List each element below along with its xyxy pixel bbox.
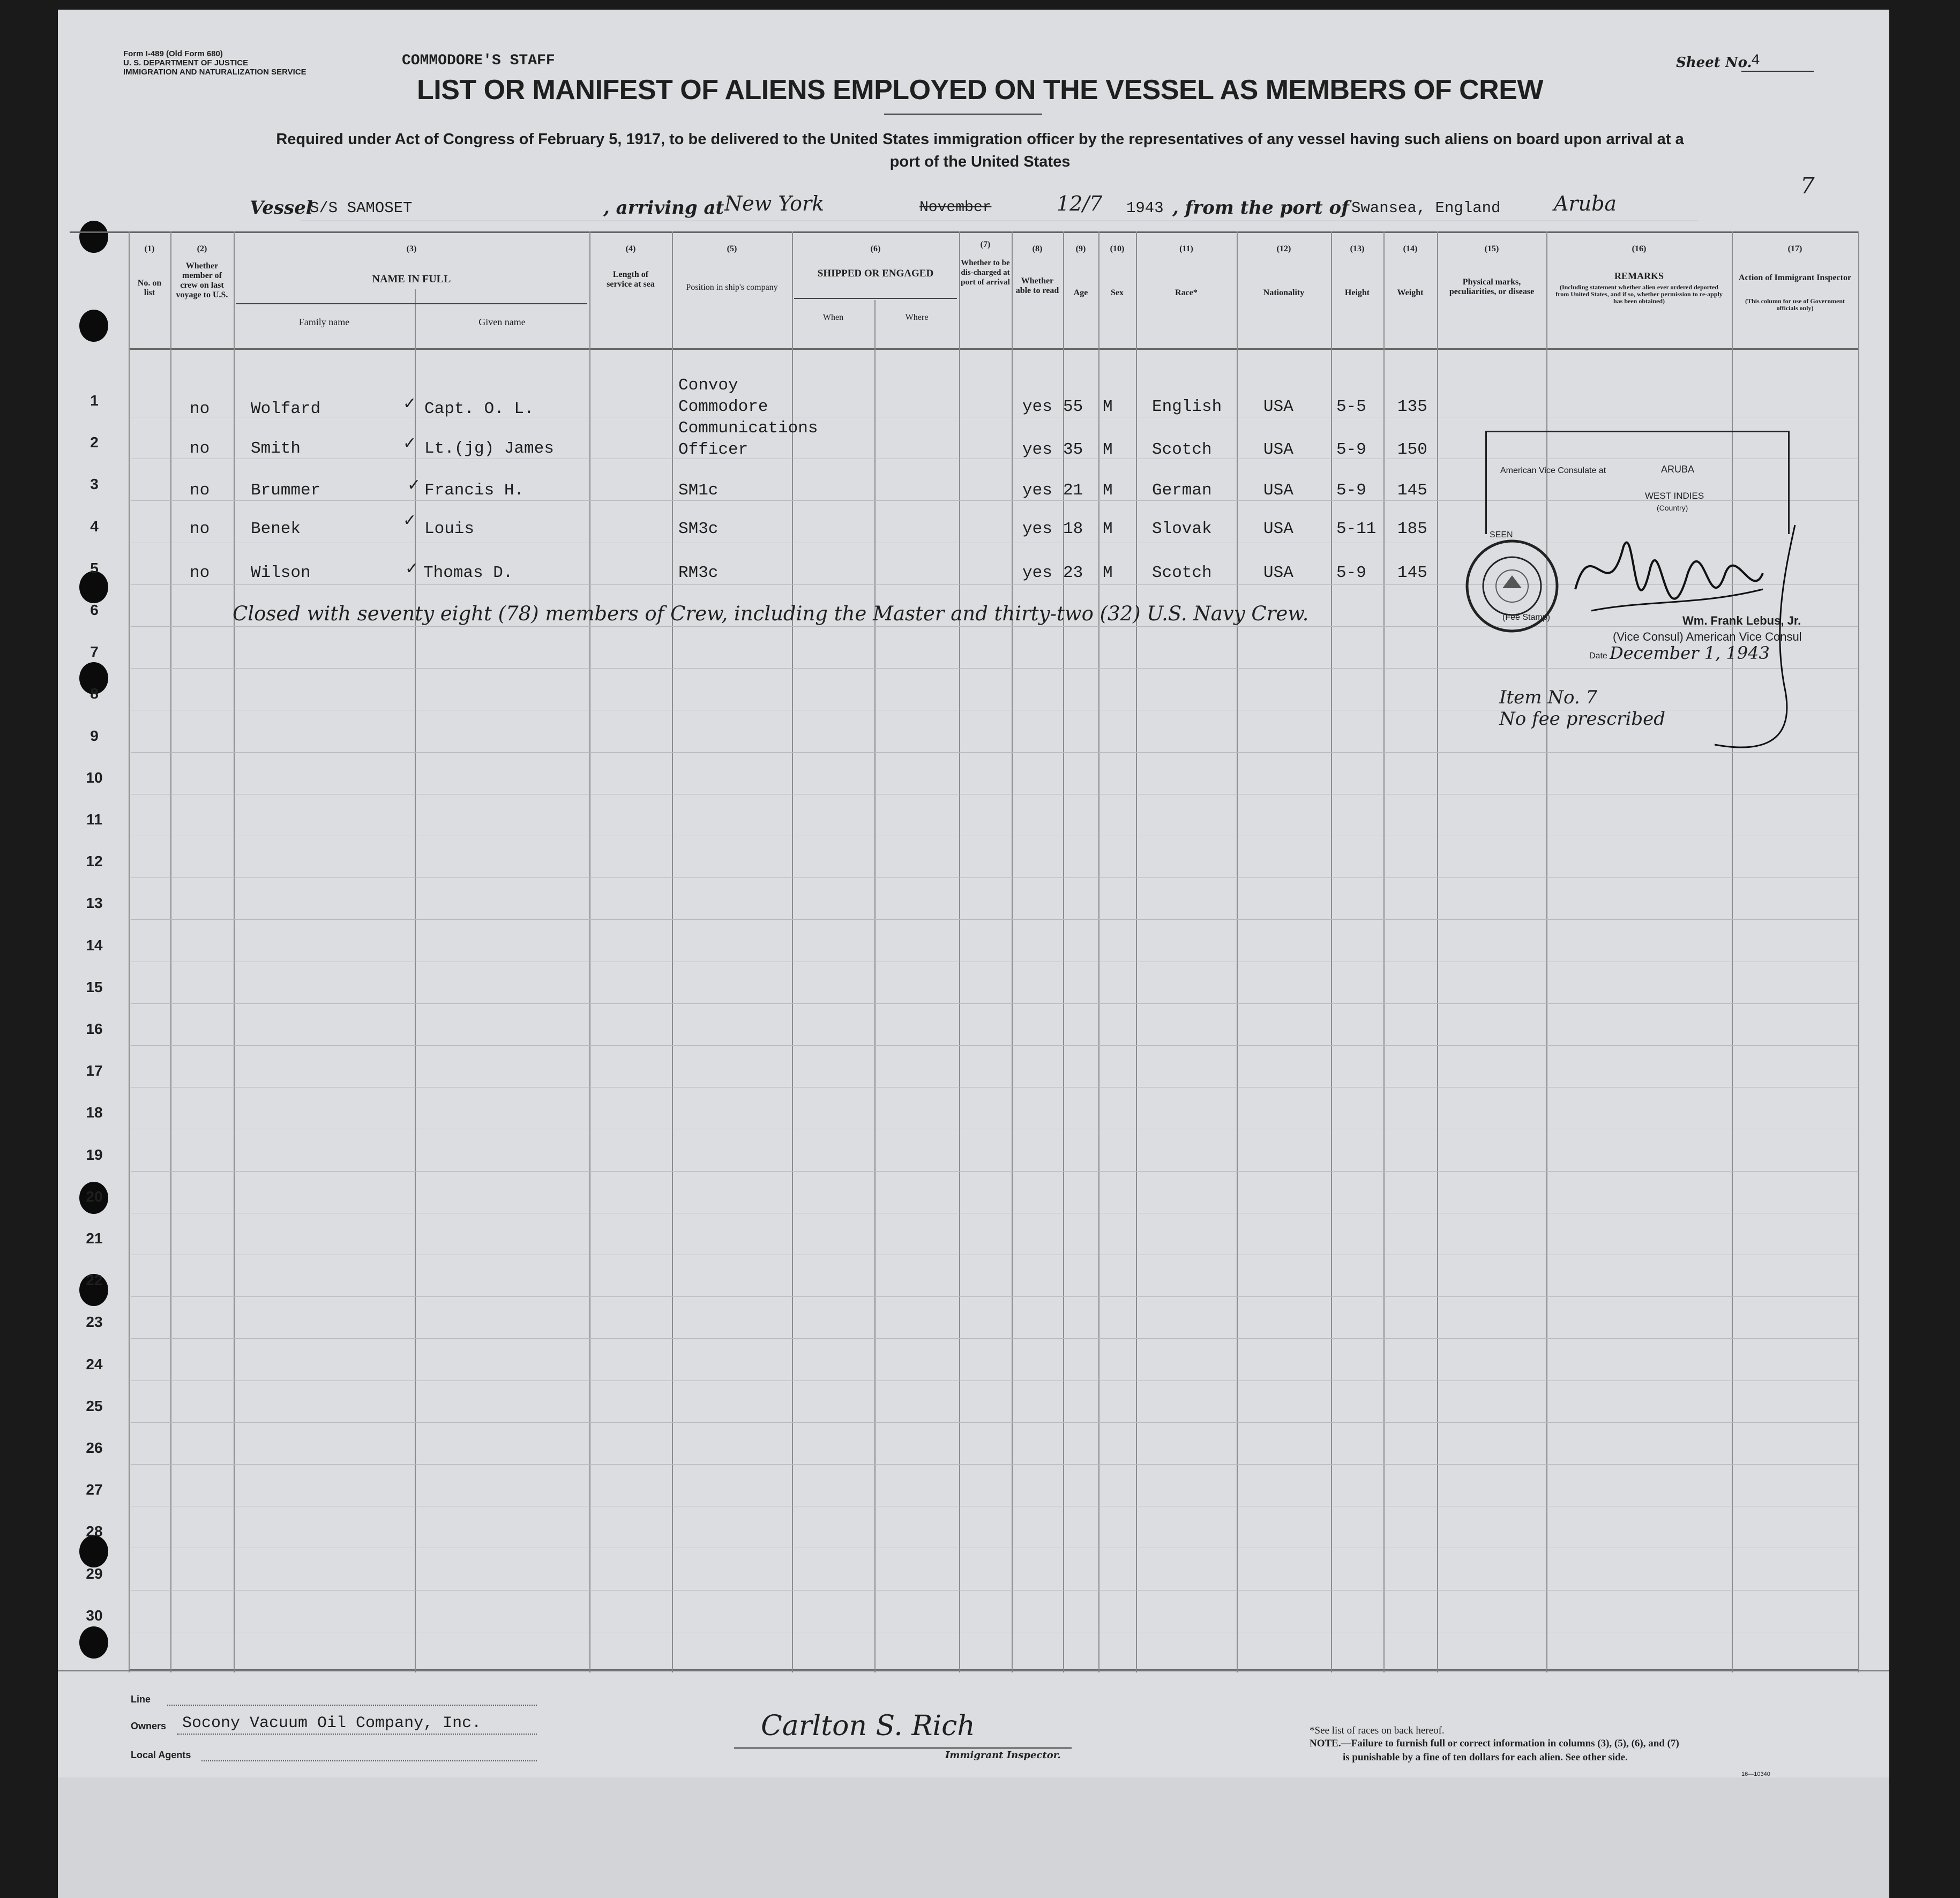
prior-voyage: no [190,400,210,418]
col-divider [1858,231,1859,1672]
staff-label: COMMODORE'S STAFF [402,52,555,69]
col-divider [1012,231,1013,1672]
col-17-subheader: (This column for use of Government officials only) [1745,297,1845,312]
weight: 185 [1397,520,1427,538]
row-rule [131,877,1858,878]
position: Officer [678,440,749,459]
weight: 145 [1397,564,1427,582]
col-10-number: (10) [1110,244,1125,253]
row-rule [131,1590,1858,1591]
family-name: Smith [251,439,301,458]
local-agents-underline [201,1760,537,1761]
col-7-header: Whether to be dis-charged at port of arrival [961,259,1010,287]
able-to-read: yes [1022,564,1052,582]
name-header-rule [236,303,587,304]
row-number: 27 [86,1481,103,1498]
row-number: 26 [86,1439,103,1456]
nationality: USA [1263,564,1293,582]
col-13-header: Height [1344,288,1370,297]
row-number: 6 [90,602,99,618]
col-4-number: (4) [625,244,636,253]
row-number: 18 [86,1104,103,1121]
fee-note-item: Item No. 7 [1499,687,1598,708]
col-12-number: (12) [1276,244,1291,253]
col-divider [1098,231,1099,1672]
col-11-number: (11) [1179,244,1193,253]
col-12-header: Nationality [1263,288,1305,297]
row-rule [131,1296,1858,1297]
arriving-label: , arriving at [603,197,724,219]
local-agents-label: Local Agents [131,1750,191,1760]
row-rule [131,1422,1858,1423]
position: SM1c [678,481,719,500]
row-number: 24 [86,1356,103,1372]
print-code: 16—10340 [1741,1771,1770,1777]
row-number: 19 [86,1146,103,1163]
punch-hole [79,310,108,342]
race: Scotch [1152,564,1212,582]
sheet-underline [1741,71,1814,72]
given-name: Capt. O. L. [424,400,534,418]
fee-note-prescribed: No fee prescribed [1499,708,1666,730]
corner-mark: 7 [1800,172,1815,199]
row-number: 3 [90,476,99,492]
nationality: USA [1263,481,1293,500]
col-6-header: SHIPPED OR ENGAGED [817,268,934,279]
age: 18 [1063,520,1083,538]
row-number: 20 [86,1188,103,1205]
row-number: 11 [86,811,102,828]
nationality: USA [1263,397,1293,416]
arrival-date: 12/7 [1057,192,1103,215]
given-name: Francis H. [424,481,525,500]
family-name: Wolfard [251,400,321,418]
col-17-header: Action of Immigrant Inspector [1738,273,1852,282]
col-divider [874,300,876,1672]
height: 5-11 [1336,520,1377,538]
consulate-seal [1464,538,1560,634]
col-6-where-header: Where [905,313,929,322]
consulate-line: American Vice Consulate at [1500,466,1606,475]
check-mark-icon: ✓ [403,434,417,453]
given-name: Louis [424,520,475,538]
row-number: 16 [86,1021,103,1037]
col-1-header: No. on list [137,279,162,297]
row-rule [131,1045,1858,1046]
row-rule [131,1338,1858,1339]
position: RM3c [678,564,719,582]
form-identifier [123,49,306,77]
age: 55 [1063,397,1083,416]
row-rule [131,1171,1858,1172]
table-top-border [70,231,1859,233]
position-prefix: Convoy [678,376,738,395]
position: SM3c [678,520,719,538]
row-number: 13 [86,895,103,911]
col-16-header: REMARKS [1614,271,1664,281]
height: 5-5 [1336,397,1366,416]
height: 5-9 [1336,481,1366,500]
page-footer-area [58,1777,1889,1898]
given-name: Lt.(jg) James [424,439,554,458]
footer-note-line-1: NOTE.—Failure to furnish full or correct information in columns (3), (5), (6), and (7) [1310,1738,1679,1749]
inspector-underline [734,1747,1072,1749]
row-number: 21 [86,1230,103,1247]
row-number: 9 [90,727,99,744]
family-name: Benek [251,520,301,538]
consulate-country: WEST INDIES [1645,491,1704,501]
punch-hole [79,1626,108,1659]
owners-underline [177,1734,537,1735]
col-14-number: (14) [1403,244,1418,253]
col-divider [1237,231,1238,1672]
col-9-header: Age [1073,288,1088,297]
col-1-number: (1) [144,244,155,253]
row-rule [131,1003,1858,1004]
row-number: 4 [90,518,99,535]
punch-hole [79,221,108,253]
check-mark-icon: ✓ [403,511,417,530]
prior-voyage: no [190,481,210,500]
col-6-number: (6) [870,244,881,253]
inspector-signature: Carlton S. Rich [761,1710,975,1742]
punch-hole [79,1535,108,1567]
age: 21 [1063,481,1083,500]
height: 5-9 [1336,440,1366,459]
col-8-header: Whether able to read [1015,276,1059,295]
vessel-name: S/S SAMOSET [310,199,413,217]
col-3-header: NAME IN FULL [372,273,451,285]
nationality: USA [1263,440,1293,459]
col-7-number: (7) [980,240,991,249]
col-divider [415,289,416,1672]
row-number: 22 [86,1272,103,1288]
col-divider [1331,231,1332,1672]
nationality: USA [1263,520,1293,538]
row-number: 30 [86,1607,103,1624]
consul-name: Wm. Frank Lebus, Jr. [1682,614,1801,627]
from-port-label: , from the port of [1172,197,1349,219]
weight: 150 [1397,440,1427,459]
prior-voyage: no [190,439,210,458]
form-id-line-3: IMMIGRATION AND NATURALIZATION SERVICE [123,67,306,77]
row-number: 7 [90,643,99,660]
col-divider [170,231,171,1672]
col-17-number: (17) [1787,244,1802,253]
row-number: 14 [86,937,103,954]
col-divider [1383,231,1385,1672]
sex: M [1103,564,1113,582]
col-divider [959,231,960,1672]
sheet-number: 4 [1751,52,1760,69]
footer-top-rule [58,1670,1889,1671]
weight: 135 [1397,397,1427,416]
row-number: 5 [90,560,99,576]
line-label: Line [131,1694,151,1705]
col-divider [234,231,235,1672]
row-number: 10 [86,769,103,786]
col-5-number: (5) [727,244,737,253]
row-rule [131,1464,1858,1465]
row-number: 8 [90,685,99,702]
row-number: 1 [90,392,99,409]
position-prefix: Communications [678,419,818,438]
col-16-number: (16) [1632,244,1647,253]
footer-note-races: *See list of races on back hereof. [1310,1725,1445,1736]
col-5-header: Position in ship's company [686,283,778,292]
height: 5-9 [1336,564,1366,582]
col-9-number: (9) [1075,244,1086,253]
shipped-header-rule [794,298,957,299]
sex: M [1103,481,1113,500]
col-divider [672,231,673,1672]
col-8-number: (8) [1032,244,1043,253]
able-to-read: yes [1022,397,1052,416]
form-id-line-1: Form I-489 (Old Form 680) [123,49,223,58]
departure-port-handwritten: Aruba [1554,192,1617,215]
seen-label: SEEN [1490,530,1513,539]
col-divider [129,231,130,1672]
col-13-number: (13) [1350,244,1365,253]
age: 35 [1063,440,1083,459]
inspector-label: Immigrant Inspector. [945,1750,1061,1761]
col-divider [1136,231,1137,1672]
subtitle-line-1: Required under Act of Congress of February 5, 1917, to be delivered to the United States immigration officer by the representatives of any vessel having such aliens on board upon arrival at a [276,131,1684,148]
col-16-subheader: (Including statement whether alien ever ordered deported from United States, and if so, whether permission to re-apply has been obtained) [1555,283,1723,305]
owners-label: Owners [131,1721,167,1731]
family-name: Brummer [251,481,321,500]
arrival-year: 1943 [1126,199,1164,217]
row-number: 29 [86,1565,103,1582]
closing-note: Closed with seventy eight (78) members of Crew, including the Master and thirty-two (32) U.S. Navy Crew. [233,602,1309,625]
able-to-read: yes [1022,440,1052,459]
col-11-header: Race* [1175,288,1198,297]
sex: M [1103,520,1113,538]
check-mark-icon: ✓ [403,394,417,413]
row-number: 28 [86,1523,103,1540]
family-name: Wilson [251,564,311,582]
title-underline [884,114,1042,115]
col-15-number: (15) [1484,244,1499,253]
col-3-given-header: Given name [478,317,526,327]
arrival-month-struck: November [919,199,992,216]
race: Slovak [1152,520,1212,538]
row-number: 2 [90,434,99,451]
consulate-country-label: (Country) [1657,504,1688,512]
col-3-family-header: Family name [298,317,350,327]
col-divider [792,231,793,1672]
check-mark-icon: ✓ [407,476,421,494]
row-rule [131,919,1858,920]
vessel-label: Vessel [250,197,313,219]
date-label: Date [1589,651,1607,661]
col-14-header: Weight [1397,288,1424,297]
form-id-line-2: U. S. DEPARTMENT OF JUSTICE [123,58,249,67]
col-divider [1437,231,1438,1672]
col-3-number: (3) [406,244,417,253]
owners-value: Socony Vacuum Oil Company, Inc. [182,1714,482,1732]
sex: M [1103,440,1113,459]
able-to-read: yes [1022,481,1052,500]
sheet-label: Sheet No. [1676,55,1752,71]
race: Scotch [1152,440,1212,459]
footer-note-line-2: is punishable by a fine of ten dollars for each alien. See other side. [1343,1752,1628,1763]
col-2-header: Whether member of crew on last voyage to U.S. [176,261,228,299]
given-name: Thomas D. [423,564,513,582]
prior-voyage: no [190,564,210,582]
col-4-header: Length of service at sea [607,270,655,289]
row-number: 23 [86,1314,103,1330]
subtitle-line-2: port of the United States [889,153,1071,170]
consulate-place: ARUBA [1661,464,1695,475]
col-10-header: Sex [1111,288,1124,297]
age: 23 [1063,564,1083,582]
fee-stamp-label: (Fee Stamp) [1502,613,1550,622]
row-number: 15 [86,979,103,995]
row-number: 25 [86,1398,103,1414]
page-title: LIST OR MANIFEST OF ALIENS EMPLOYED ON THE VESSEL AS MEMBERS OF CREW [417,74,1543,106]
weight: 145 [1397,481,1427,500]
arrival-port: New York [724,192,825,215]
consulate-date: December 1, 1943 [1610,643,1770,663]
race: German [1152,481,1212,500]
able-to-read: yes [1022,520,1052,538]
row-number: 12 [86,853,103,869]
line-underline [167,1705,537,1706]
departure-port: Swansea, England [1351,199,1501,217]
col-divider [589,231,590,1672]
race: English [1152,397,1222,416]
sex: M [1103,397,1113,416]
header-bottom-border [129,348,1859,350]
row-number: 17 [86,1062,103,1079]
col-15-header: Physical marks, peculiarities, or disease [1449,277,1535,296]
col-2-number: (2) [197,244,207,253]
position: Commodore [678,397,768,416]
consul-title: (Vice Consul) American Vice Consul [1613,630,1802,643]
col-6-when-header: When [822,313,844,322]
prior-voyage: no [190,520,210,538]
check-mark-icon: ✓ [405,559,419,578]
